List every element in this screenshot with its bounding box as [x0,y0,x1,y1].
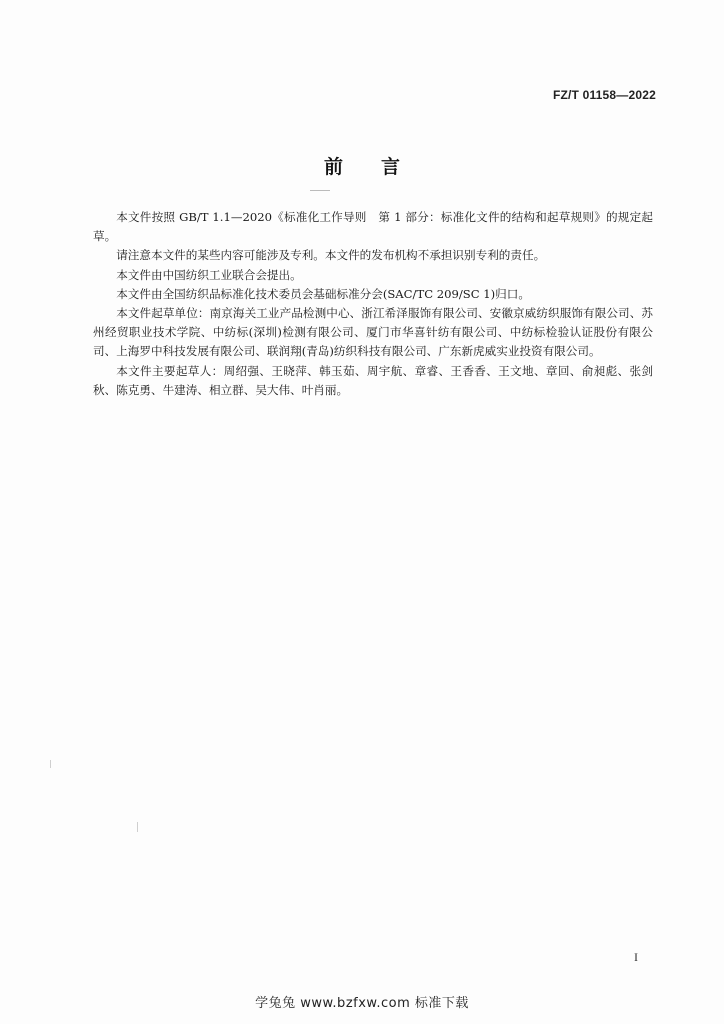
scan-artifact [310,190,330,191]
paragraph-patent-notice: 请注意本文件的某些内容可能涉及专利。本文件的发布机构不承担识别专利的责任。 [116,248,546,263]
foreword-body [93,208,653,400]
paragraph-drafting-rules: 本文件按照 GB/T 1.1—2020《标准化工作导则 第 1 部分：标准化文件的结构和起草规则》的规定起草。 [93,210,653,244]
scan-speck [137,822,138,832]
page-title: 前言 [323,156,438,178]
paragraph-technical-committee: 本文件由全国纺织品标准化技术委员会基础标准分会(SAC/TC 209/SC 1)归口。 [116,286,530,301]
page-number: I [634,950,638,964]
paragraph-proposer: 本文件由中国纺织工业联合会提出。 [116,267,302,282]
standard-code: FZ/T 01158—2022 [552,88,656,102]
paragraph-drafting-organizations: 本文件起草单位：南京海关工业产品检测中心、浙江希泽服饰有限公司、安徽京威纺织服饰有限公司、苏州经贸职业技术学院、中纺标(深圳)检测有限公司、厦门市华喜针纺有限公司、中纺标检验认证股份有限公司、上海罗中科技发展有限公司、联润翔(青岛)纺织科技有限公司、广东新虎威实业投资有限公司。 [93,306,653,359]
paragraph-main-drafters: 本文件主要起草人：周绍强、王晓萍、韩玉茹、周宇航、章睿、王香香、王文地、章回、俞昶彪、张剑秋、陈克勇、牛建涛、相立群、吴大伟、叶肖丽。 [93,363,653,397]
scan-speck [50,760,51,768]
footer-watermark: 学兔兔 www.bzfxw.com 标准下载 [255,996,469,1011]
